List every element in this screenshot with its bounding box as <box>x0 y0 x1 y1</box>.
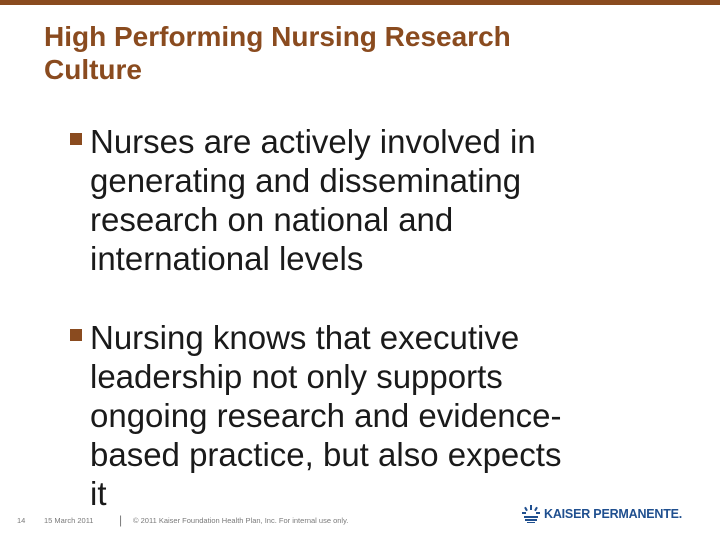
slide-title-line: High Performing Nursing Research <box>44 21 511 52</box>
bullet-text-line: generating and disseminating <box>90 162 522 199</box>
bullet-item <box>70 318 710 513</box>
bullet-text-line: based practice, but also expects <box>90 436 562 473</box>
kaiser-permanente-logo <box>522 503 682 525</box>
footer-separator: | <box>119 513 123 527</box>
bullet-text-line: it <box>90 475 107 512</box>
top-accent-bar <box>0 0 720 5</box>
footer-copyright: © 2011 Kaiser Foundation Health Plan, Inc. For internal use only. <box>133 516 349 525</box>
bullet-text-line: Nurses are actively involved in <box>90 123 536 160</box>
logo-wordmark: KAISER PERMANENTE. <box>544 507 683 521</box>
bullet-text-line: international levels <box>90 240 364 277</box>
footer-date: 15 March 2011 <box>44 516 94 525</box>
bullet-text-line: Nursing knows that executive <box>90 319 520 356</box>
square-bullet-icon <box>70 329 82 341</box>
bullet-text-line: leadership not only supports <box>90 358 503 395</box>
square-bullet-icon <box>70 133 82 145</box>
bullet-text-line: ongoing research and evidence- <box>90 397 562 434</box>
kaiser-permanente-logo-icon <box>522 505 540 523</box>
page-number: 14 <box>17 516 26 525</box>
bullet-item <box>70 122 710 278</box>
slide-title <box>44 20 511 86</box>
bullet-text-line: research on national and <box>90 201 454 238</box>
slide-title-line: Culture <box>44 54 142 85</box>
